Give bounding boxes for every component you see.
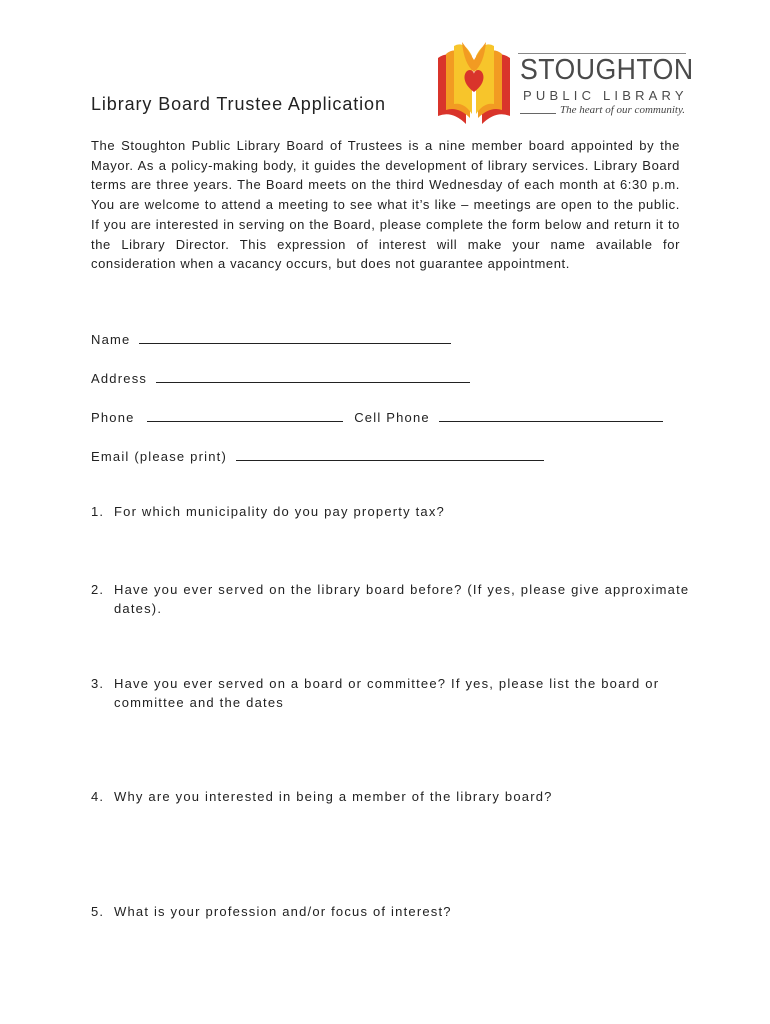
- email-label: Email (please print): [91, 449, 227, 464]
- address-field: [91, 368, 470, 389]
- page-title: Library Board Trustee Application: [91, 94, 386, 114]
- name-label: Name: [91, 332, 131, 347]
- logo-tagline-rule: [520, 113, 556, 114]
- phone-field: [91, 407, 663, 428]
- book-heart-icon: [432, 40, 516, 128]
- question-text: Have you ever served on a board or committee? If yes, please list the board or committee and the dates: [114, 676, 660, 710]
- phone-blank[interactable]: [147, 407, 343, 422]
- cell-phone-blank[interactable]: [439, 407, 663, 422]
- question-2: [91, 580, 691, 618]
- email-field: [91, 446, 544, 467]
- question-number: 1.: [91, 504, 105, 519]
- question-1: [91, 502, 691, 521]
- question-text: For which municipality do you pay property tax?: [114, 504, 445, 519]
- question-number: 5.: [91, 904, 105, 919]
- question-text: Why are you interested in being a member of the library board?: [114, 789, 553, 804]
- library-logo: [432, 40, 694, 128]
- question-4: [91, 787, 691, 806]
- logo-name: STOUGHTON: [520, 54, 694, 86]
- phone-label: Phone: [91, 410, 135, 425]
- email-blank[interactable]: [236, 446, 544, 461]
- question-number: 4.: [91, 789, 105, 804]
- question-text: Have you ever served on the library board before? (If yes, please give approximate dates).: [114, 582, 690, 616]
- question-3: [91, 674, 691, 712]
- logo-subtitle: PUBLIC LIBRARY: [523, 88, 688, 103]
- cell-phone-label: Cell Phone: [354, 410, 430, 425]
- question-text: What is your profession and/or focus of interest?: [114, 904, 452, 919]
- address-blank[interactable]: [156, 368, 470, 383]
- question-number: 3.: [91, 676, 105, 691]
- address-label: Address: [91, 371, 148, 386]
- logo-tagline: The heart of our community.: [560, 104, 685, 116]
- name-field: [91, 329, 451, 350]
- name-blank[interactable]: [139, 329, 451, 344]
- intro-paragraph: The Stoughton Public Library Board of Trustees is a nine member board appointed by the Mayor. As a policy-making body, it guides the development of library services. Library Board terms are three years. The Board meets on the third Wednesday of each month at 6:30 p.m. You are welcome to attend a meeting to see what it’s like – meetings are open to the public. If you are interested in serving on the Board, please complete the form below and return it to the Library Director. This expression of interest will make your name available for consideration when a vacancy occurs, but does not guarantee appointment.: [91, 138, 680, 272]
- question-number: 2.: [91, 582, 105, 597]
- question-5: [91, 902, 691, 921]
